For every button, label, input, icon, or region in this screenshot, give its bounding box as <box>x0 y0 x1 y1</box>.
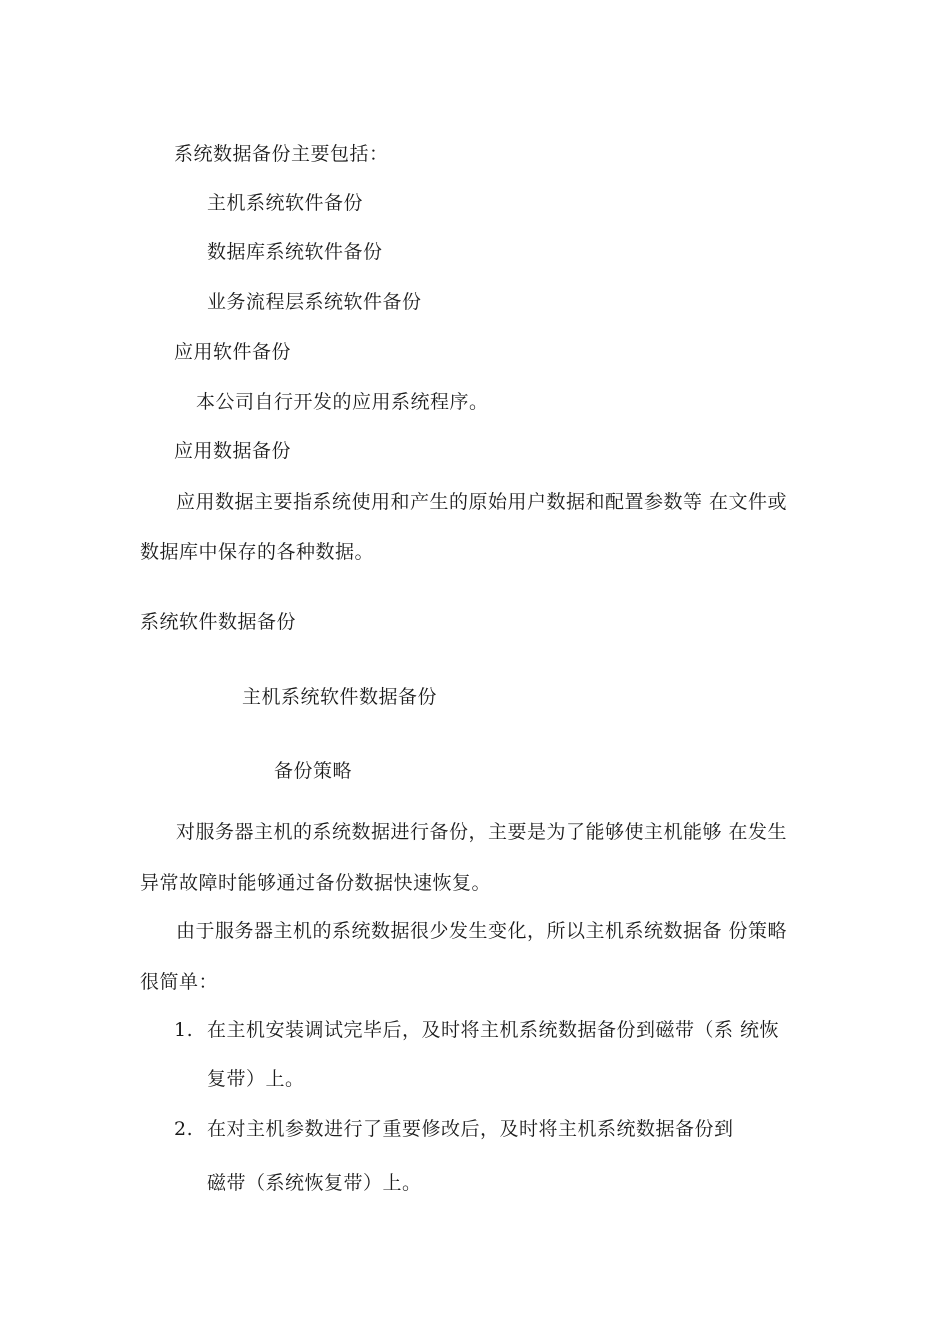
intro-text: 系统数据备份主要包括： <box>174 143 389 165</box>
app-data-desc-line2: 数据库中保存的各种数据。 <box>140 541 375 563</box>
para1-line1: 对服务器主机的系统数据进行备份，主要是为了能够使主机能够 在发生 <box>176 821 788 843</box>
subsubsection-title: 备份策略 <box>274 760 353 782</box>
para2-line2: 很简单： <box>140 971 219 993</box>
list-item: 数据库系统软件备份 <box>207 241 383 263</box>
para2-line1: 由于服务器主机的系统数据很少发生变化，所以主机系统数据备 份策略 <box>176 920 788 942</box>
app-data-heading: 应用数据备份 <box>174 440 292 462</box>
list-number: 2. <box>174 1118 194 1140</box>
list-number: 1. <box>174 1019 194 1041</box>
app-software-desc: 本公司自行开发的应用系统程序。 <box>196 391 489 413</box>
list-item-2-line2: 磁带（系统恢复带）上。 <box>207 1172 422 1194</box>
list-item-1-line1: 在主机安装调试完毕后，及时将主机系统数据备份到磁带（系 统恢 <box>207 1019 780 1041</box>
subsection-title: 主机系统软件数据备份 <box>242 686 438 708</box>
list-item: 业务流程层系统软件备份 <box>207 291 422 313</box>
list-item-2-line1: 在对主机参数进行了重要修改后，及时将主机系统数据备份到 <box>207 1118 734 1140</box>
app-software-heading: 应用软件备份 <box>174 341 292 363</box>
list-item: 主机系统软件备份 <box>207 192 364 214</box>
app-data-desc-line1: 应用数据主要指系统使用和产生的原始用户数据和配置参数等 在文件或 <box>176 491 788 513</box>
para1-line2: 异常故障时能够通过备份数据快速恢复。 <box>140 872 492 894</box>
section-title: 系统软件数据备份 <box>140 611 297 633</box>
list-item-1-line2: 复带）上。 <box>207 1068 305 1090</box>
